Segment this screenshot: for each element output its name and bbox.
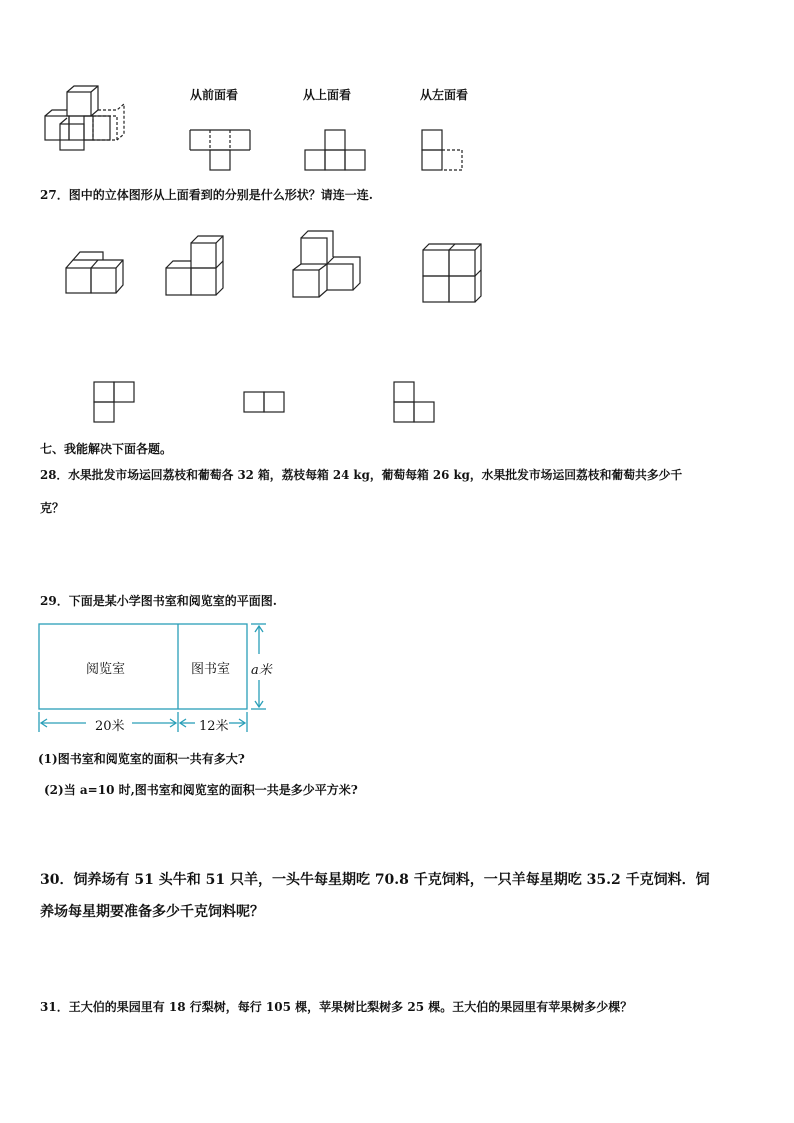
question-30-line-2: 养场每星期要准备多少千克饲料呢？ [40, 904, 264, 920]
dimension-width-right-label: 12米 [199, 719, 229, 734]
question-28-line-1: 28．水果批发市场运回荔枝和葡萄各 32 箱，荔枝每箱 24 kg，葡萄每箱 26 kg，水果批发市场运回荔枝和葡萄共多少千 [40, 468, 683, 482]
view-label-left: 从左面看 [420, 88, 469, 102]
dimension-height-label: a米 [251, 663, 272, 678]
room-label-reading-room: 阅览室 [86, 662, 126, 677]
question-30-line-1: 30．饲养场有 51 头牛和 51 只羊，一头牛每星期吃 70.8 千克饲料，一只羊每星期吃 35.2 千克饲料．饲 [40, 872, 710, 888]
dimension-width-left-label: 20米 [95, 719, 125, 734]
question-31: 31．王大伯的果园里有 18 行梨树，每行 105 棵，苹果树比梨树多 25 棵。王大伯的果园里有苹果树多少棵？ [40, 1000, 633, 1014]
question-29-sub-1: (1)图书室和阅览室的面积一共有多大? [38, 752, 245, 766]
question-28-line-2: 克？ [40, 501, 65, 515]
view-label-front: 从前面看 [190, 88, 239, 102]
question-29-sub-2: (2)当 a=10 时,图书室和阅览室的面积一共是多少平方米? [44, 783, 358, 797]
section-7-heading: 七、我能解决下面各题。 [40, 442, 173, 456]
room-label-library: 图书室 [191, 662, 231, 677]
view-label-top: 从上面看 [303, 88, 352, 102]
question-27: 27．图中的立体图形从上面看到的分别是什么形状？请连一连. [40, 188, 373, 202]
question-29: 29．下面是某小学图书室和阅览室的平面图. [40, 594, 277, 608]
